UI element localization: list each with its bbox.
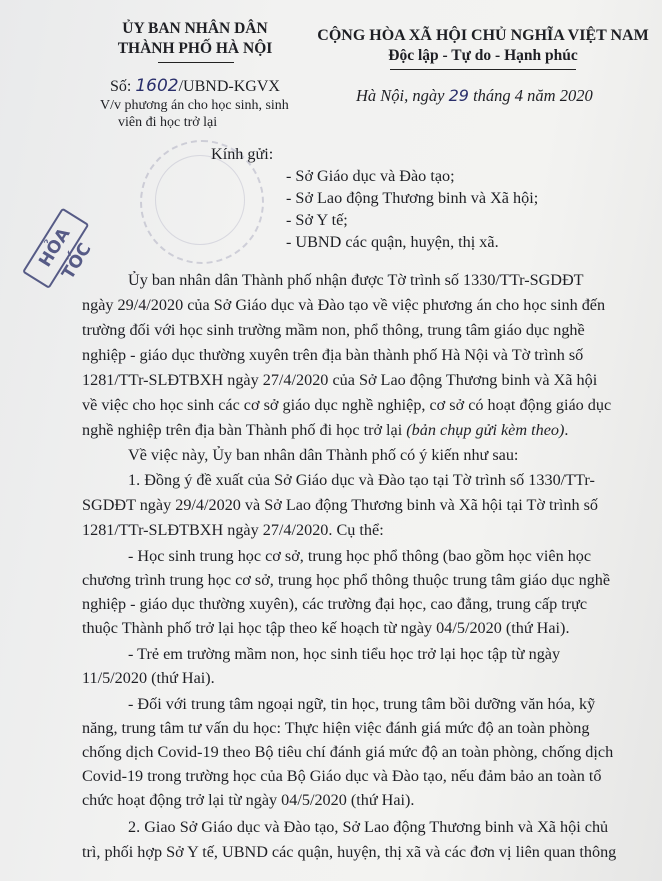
- attachment-note: (bản chụp gửi kèm theo): [406, 421, 565, 439]
- bullet1-line: thuộc Thành phố trở lại học tập theo kế hoạch từ ngày 04/5/2020 (thứ Hai).: [82, 619, 570, 637]
- intro-line: Ủy ban nhân dân Thành phố nhận được Tờ trình số 1330/TTr-SGDĐT: [128, 271, 584, 289]
- org-underline: [158, 62, 234, 63]
- bullet1-line: - Học sinh trung học cơ sở, trung học phổ thông (bao gồm học viên học: [128, 547, 592, 565]
- intro-line: nghiệp - giáo dục thường xuyên trên địa bàn thành phố Hà Nội và Tờ trình số: [82, 346, 584, 364]
- intro-line: 1281/TTr-SLĐTBXH ngày 27/4/2020 của Sở Lao động Thương binh và Xã hội: [82, 371, 598, 389]
- bullet2-line: 11/5/2020 (thứ Hai).: [82, 669, 215, 687]
- doc-number-handwritten: 1602: [135, 76, 179, 96]
- bullet3-line: chống dịch Covid-19 theo Bộ tiêu chí đánh giá mức độ an toàn phòng, chống dịch: [82, 743, 614, 761]
- seal-watermark-inner: [155, 155, 245, 245]
- item2-line: trì, phối hợp Sở Y tế, UBND các quận, huyện, thị xã và các đơn vị liên quan thông: [82, 843, 617, 861]
- bullet1-line: chương trình trung học cơ sở, trung học phổ thông thuộc trung tâm giáo dục nghề: [82, 571, 611, 589]
- bullet1-line: nghiệp - giáo dục thường xuyên), các trường đại học, cao đẳng, trung cấp trực: [82, 595, 588, 613]
- item2-line: 2. Giao Sở Giáo dục và Đào tạo, Sở Lao động Thương binh và Xã hội chủ: [128, 818, 609, 836]
- recipient-item: - Sở Lao động Thương binh và Xã hội;: [286, 189, 539, 207]
- date-suffix: tháng 4 năm 2020: [473, 86, 593, 105]
- nation-motto: Độc lập - Tự do - Hạnh phúc: [388, 47, 578, 64]
- intro-line: về việc cho học sinh các cơ sở giáo dục nghề nghiệp, cơ sở có hoạt động giáo dục: [82, 396, 612, 414]
- org-name-line2: THÀNH PHỐ HÀ NỘI: [117, 40, 273, 57]
- intro-end: .: [564, 421, 569, 439]
- doc-number-prefix: Số:: [110, 78, 132, 95]
- bullet3-line: Covid-19 trong trường học của Bộ Giáo dục và Đào tạo, nếu đảm bảo an toàn tổ: [82, 767, 602, 785]
- intro-line: ngày 29/4/2020 của Sở Giáo dục và Đào tạo về việc phương án cho học sinh đến: [82, 296, 606, 314]
- intro-line: nghề nghiệp trên địa bàn Thành phố đi học trở lại: [82, 421, 403, 439]
- intro-last-line: [82, 418, 568, 443]
- doc-number: [110, 76, 280, 96]
- item1-line: SGDĐT ngày 29/4/2020 và Sở Lao động Thương binh và Xã hội tại Tờ trình số: [82, 496, 598, 514]
- doc-number-suffix: /UBND-KGVX: [178, 78, 280, 95]
- issue-date: [356, 86, 593, 106]
- item1-line: 1281/TTr-SLĐTBXH ngày 27/4/2020. Cụ thể:: [82, 521, 384, 539]
- org-name-line1: ỦY BAN NHÂN DÂN: [122, 20, 268, 37]
- bullet2-line: - Trẻ em trường mầm non, học sinh tiểu học trở lại học tập từ ngày: [128, 645, 561, 663]
- urgent-stamp: HỎA TỐC: [22, 208, 89, 289]
- recipient-item: - Sở Giáo dục và Đào tạo;: [286, 167, 455, 185]
- subject-line1: V/v phương án cho học sinh, sinh: [100, 98, 289, 113]
- bullet3-line: chức hoạt động trở lại từ ngày 04/5/2020 (thứ Hai).: [82, 791, 415, 809]
- item1-line: 1. Đồng ý đề xuất của Sở Giáo dục và Đào tạo tại Tờ trình số 1330/TTr-: [128, 471, 595, 489]
- nation-line1: CỘNG HÒA XÃ HỘI CHỦ NGHĨA VIỆT NAM: [317, 27, 649, 44]
- opinion-line: Về việc này, Ủy ban nhân dân Thành phố có ý kiến như sau:: [128, 446, 519, 464]
- intro-line: trường đối với học sinh trường mầm non, phổ thông, trung tâm giáo dục nghề: [82, 321, 585, 339]
- motto-underline: [390, 69, 576, 70]
- bullet3-line: năng, trung tâm tư vấn du học: Thực hiện việc đánh giá mức độ an toàn phòng: [82, 719, 590, 737]
- date-prefix: Hà Nội, ngày: [356, 86, 445, 105]
- recipient-item: - Sở Y tế;: [286, 211, 348, 229]
- greeting: Kính gửi:: [211, 145, 274, 163]
- subject-line2: viên đi học trở lại: [118, 115, 218, 130]
- date-day-handwritten: 29: [448, 86, 469, 105]
- recipient-item: - UBND các quận, huyện, thị xã.: [286, 233, 499, 251]
- bullet3-line: - Đối với trung tâm ngoại ngữ, tin học, trung tâm bồi dưỡng văn hóa, kỹ: [128, 695, 596, 713]
